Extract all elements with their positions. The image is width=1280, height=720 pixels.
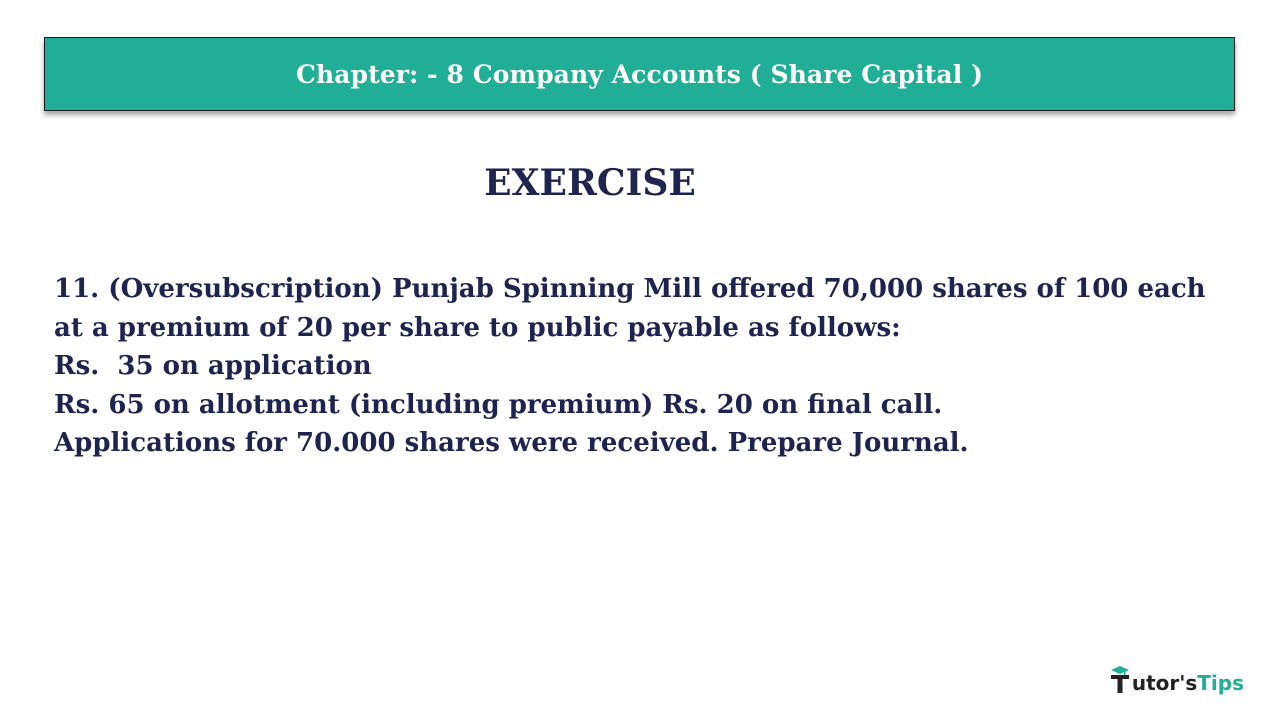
- question-line: 11. (Oversubscription) Punjab Spinning Mill offered 70,000 shares of 100 each: [54, 274, 1206, 304]
- chapter-title: Chapter: - 8 Company Accounts ( Share Capital ): [295, 59, 984, 89]
- question-line: Rs. 35 on application: [54, 351, 372, 381]
- question-line: at a premium of 20 per share to public payable as follows:: [54, 312, 901, 343]
- chapter-banner: [44, 37, 1235, 111]
- logo-text-tips: Tips: [1197, 671, 1244, 695]
- question-line: Applications for 70.000 shares were received. Prepare Journal.: [54, 428, 969, 458]
- logo-text-tutors: utor's: [1131, 671, 1198, 695]
- exercise-heading: EXERCISE: [484, 162, 696, 204]
- graduation-cap-t-icon: [1109, 664, 1131, 694]
- tutors-tips-logo: [1109, 664, 1244, 694]
- question-line: Rs. 65 on allotment (including premium) Rs. 20 on final call.: [54, 389, 943, 420]
- question-text: [54, 270, 1234, 463]
